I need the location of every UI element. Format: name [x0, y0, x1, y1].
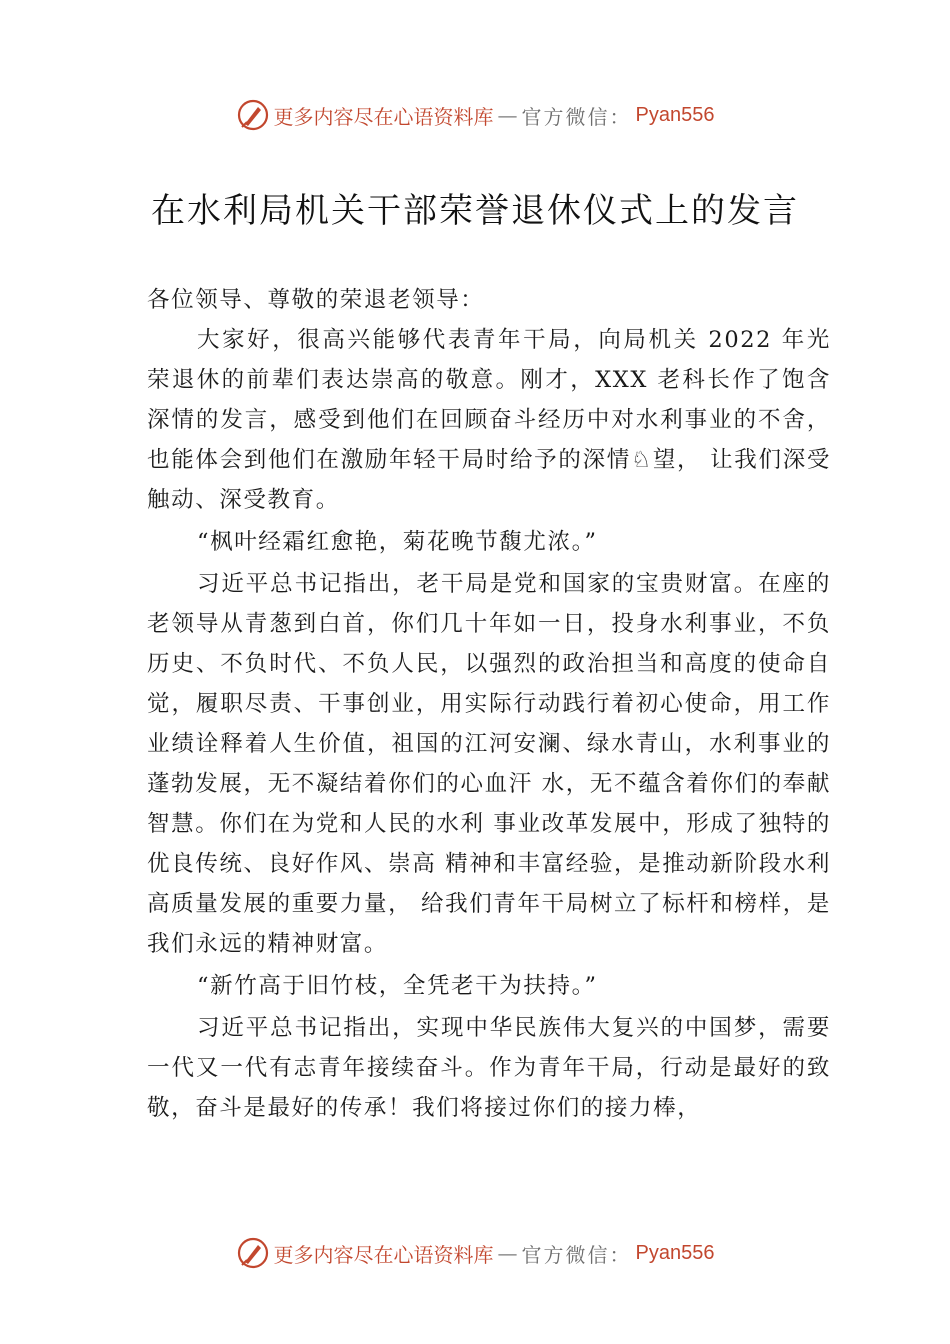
document-body: [147, 280, 831, 1128]
footer-watermark: [0, 1233, 950, 1273]
quill-pen-logo-icon: [236, 98, 270, 132]
watermark-brand: 更多内容尽在心语资料库: [273, 1242, 494, 1267]
quill-pen-logo-icon: [236, 1236, 270, 1270]
watermark-label: 官方微信：: [521, 1242, 632, 1267]
watermark-separator: —: [497, 1241, 518, 1265]
document-title: 在水利局机关干部荣誉退休仪式上的发言: [151, 191, 799, 231]
paragraph: 习近平总书记指出，实现中华民族伟大复兴的中国梦，需要一代又一代有志青年接续奋斗。作为青年干局，行动是最好的致敬，奋斗是最好的传承！我们将接过你们的接力棒，: [147, 1015, 831, 1121]
header-watermark: [0, 95, 950, 135]
salutation: 各位领导、尊敬的荣退老领导：: [147, 287, 485, 313]
paragraph: 习近平总书记指出，老干局是党和国家的宝贵财富。在座的老领导从青葱到白首，你们几十年如一日，投身水利事业，不负历史、不负时代、不负人民，以强烈的政治担当和高度的使命自觉，履职尽责、干事创业，用实际行动践行着初心使命，用工作业绩诠释着人生价值，祖国的江河安澜、绿水青山，水利事业的蓬勃发展，无不凝结着你们的心血汗 水，无不蕴含着你们的奉献智慧。你们在为党和人民的水利 事业改革发展中，形成了独特的优良传统、良好作风、崇高 精神和丰富经验，是推动新阶段水利高质量发展的重要力量， 给我们青年干局树立了标杆和榜样，是我们永远的精神财富。: [147, 571, 831, 957]
quote-line: “新竹高于旧竹枝，全凭老干为扶持。”: [197, 973, 598, 999]
watermark-wechat-id: Pyan556: [635, 1241, 715, 1264]
watermark-label: 官方微信：: [521, 104, 632, 129]
watermark-brand: 更多内容尽在心语资料库: [273, 104, 494, 129]
watermark-separator: —: [497, 103, 518, 127]
paragraph: 大家好，很高兴能够代表青年干局，向局机关 2022 年光荣退休的前辈们表达崇高的敬意。刚才，XXX 老科长作了饱含深情的发言，感受到他们在回顾奋斗经历中对水利事业的不舍，也能体会到他们在激励年轻干局时给予的深情♘望， 让我们深受触动、深受教育。: [147, 327, 831, 513]
quote-line: “枫叶经霜红愈艳，菊花晚节馥尤浓。”: [197, 529, 598, 555]
watermark-wechat-id: Pyan556: [635, 103, 715, 126]
